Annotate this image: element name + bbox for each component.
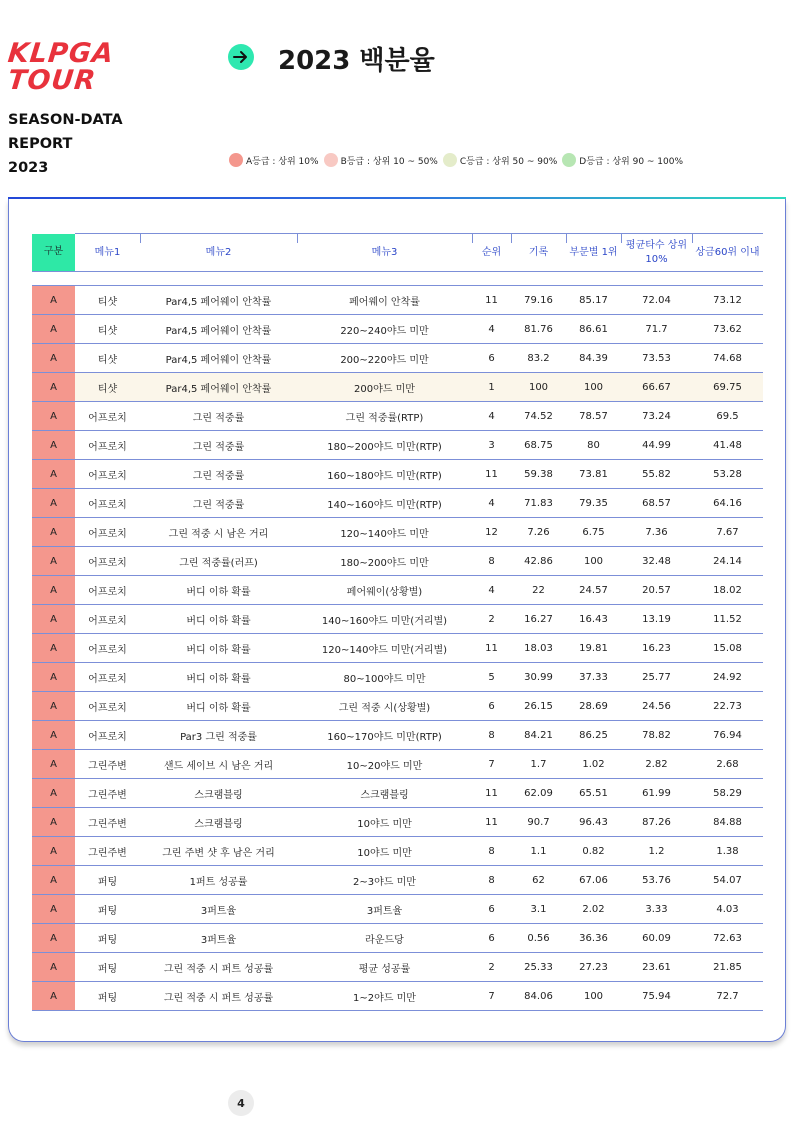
table-cell: 버디 이하 확률 [140, 663, 297, 692]
table-cell: 6 [472, 692, 511, 721]
table-cell: 0.82 [566, 837, 621, 866]
table-cell: 1.2 [621, 837, 692, 866]
table-cell: 10~20야드 미만 [297, 750, 472, 779]
column-header: 메뉴2 [140, 234, 297, 272]
table-cell: 그린 적중 시 남은 거리 [140, 518, 297, 547]
table-row [32, 518, 763, 547]
table-cell: 18.03 [511, 634, 566, 663]
grade-cell: A [32, 547, 75, 576]
table-cell: 어프로치 [75, 489, 140, 518]
table-cell: 4 [472, 402, 511, 431]
table-cell: 85.17 [566, 286, 621, 315]
table-cell: 1.1 [511, 837, 566, 866]
table-row [32, 895, 763, 924]
grade-legend [229, 153, 688, 167]
table-cell: 90.7 [511, 808, 566, 837]
table-cell: 버디 이하 확률 [140, 692, 297, 721]
table-cell: 6 [472, 924, 511, 953]
table-cell: 87.26 [621, 808, 692, 837]
table-cell: 2.68 [692, 750, 763, 779]
column-header: 평균타수 상위10% [621, 234, 692, 272]
grade-cell: A [32, 924, 75, 953]
table-cell: 어프로치 [75, 460, 140, 489]
header-spacer [32, 272, 763, 286]
table-cell: 12 [472, 518, 511, 547]
table-cell: 어프로치 [75, 605, 140, 634]
table-cell: Par3 그린 적중률 [140, 721, 297, 750]
grade-cell: A [32, 953, 75, 982]
table-cell: 69.75 [692, 373, 763, 402]
table-cell: 73.12 [692, 286, 763, 315]
table-cell: 100 [566, 547, 621, 576]
table-cell: 버디 이하 확률 [140, 634, 297, 663]
table-cell: 2.02 [566, 895, 621, 924]
table-cell: 73.81 [566, 460, 621, 489]
table-cell: 그린 적중 시 퍼트 성공률 [140, 982, 297, 1011]
table-row [32, 750, 763, 779]
table-cell: 84.39 [566, 344, 621, 373]
table-cell: 16.27 [511, 605, 566, 634]
table-row [32, 634, 763, 663]
table-cell: 그린 적중률(RTP) [297, 402, 472, 431]
table-cell: 5 [472, 663, 511, 692]
table-cell: 180~200야드 미만 [297, 547, 472, 576]
table-row [32, 605, 763, 634]
table-cell: 그린 적중 시(상황별) [297, 692, 472, 721]
table-cell: 84.06 [511, 982, 566, 1011]
column-header: 부문별 1위 [566, 234, 621, 272]
grade-cell: A [32, 663, 75, 692]
table-cell: 140~160야드 미만(거리별) [297, 605, 472, 634]
table-cell: 73.53 [621, 344, 692, 373]
table-cell: 어프로치 [75, 721, 140, 750]
logo-line-1: KLPGA [6, 38, 116, 69]
table-cell: 8 [472, 866, 511, 895]
table-cell: 200야드 미만 [297, 373, 472, 402]
table-cell: 어프로치 [75, 692, 140, 721]
grade-cell: A [32, 779, 75, 808]
table-cell: 6.75 [566, 518, 621, 547]
table-cell: 23.61 [621, 953, 692, 982]
table-cell: 7.36 [621, 518, 692, 547]
table-cell: 그린 적중률(러프) [140, 547, 297, 576]
klpga-tour-logo [6, 38, 116, 96]
table-cell: 0.56 [511, 924, 566, 953]
table-cell: 그린주변 [75, 808, 140, 837]
table-cell: 71.83 [511, 489, 566, 518]
header-separator [566, 233, 567, 243]
table-cell: 140~160야드 미만(RTP) [297, 489, 472, 518]
table-cell: 퍼팅 [75, 982, 140, 1011]
table-cell: 7 [472, 750, 511, 779]
table-cell: 16.23 [621, 634, 692, 663]
table-cell: 6 [472, 895, 511, 924]
table-cell: 1퍼트 성공률 [140, 866, 297, 895]
table-cell: 6 [472, 344, 511, 373]
table-cell: 15.08 [692, 634, 763, 663]
table-row [32, 692, 763, 721]
table-cell: 71.7 [621, 315, 692, 344]
table-cell: 1.7 [511, 750, 566, 779]
table-cell: 75.94 [621, 982, 692, 1011]
column-header: 구분 [32, 234, 75, 272]
table-cell: 1.02 [566, 750, 621, 779]
table-cell: 11 [472, 779, 511, 808]
grade-cell: A [32, 605, 75, 634]
table-cell: 64.16 [692, 489, 763, 518]
grade-cell: A [32, 518, 75, 547]
column-header: 메뉴1 [75, 234, 140, 272]
table-cell: 18.02 [692, 576, 763, 605]
table-cell: 120~140야드 미만 [297, 518, 472, 547]
legend-label: B등급 : 상위 10 ~ 50% [340, 156, 438, 167]
table-cell: 페어웨이 안착률 [297, 286, 472, 315]
header-separator [692, 233, 693, 243]
table-row [32, 924, 763, 953]
table-cell: 42.86 [511, 547, 566, 576]
legend-label: A등급 : 상위 10% [246, 156, 319, 167]
table-cell: 퍼팅 [75, 924, 140, 953]
grade-cell: A [32, 895, 75, 924]
table-cell: 72.04 [621, 286, 692, 315]
table-cell: 10야드 미만 [297, 837, 472, 866]
table-cell: 1 [472, 373, 511, 402]
header-separator [297, 233, 298, 243]
table-cell: 68.57 [621, 489, 692, 518]
table-cell: 32.48 [621, 547, 692, 576]
legend-dot-icon [562, 153, 576, 167]
table-cell: 100 [566, 373, 621, 402]
table-cell: 53.76 [621, 866, 692, 895]
table-cell: 22.73 [692, 692, 763, 721]
table-cell: 84.88 [692, 808, 763, 837]
grade-cell: A [32, 808, 75, 837]
table-cell: 30.99 [511, 663, 566, 692]
table-row [32, 663, 763, 692]
table-cell: 66.67 [621, 373, 692, 402]
table-cell: 220~240야드 미만 [297, 315, 472, 344]
table-cell: 61.99 [621, 779, 692, 808]
table-cell: 라운드당 [297, 924, 472, 953]
table-cell: 73.62 [692, 315, 763, 344]
table-cell: 24.14 [692, 547, 763, 576]
table-cell: 3퍼트율 [297, 895, 472, 924]
grade-cell: A [32, 750, 75, 779]
table-cell: 티샷 [75, 315, 140, 344]
table-cell: 어프로치 [75, 431, 140, 460]
legend-item [443, 153, 557, 167]
table-cell: 83.2 [511, 344, 566, 373]
header-separator [511, 233, 512, 243]
table-row [32, 721, 763, 750]
report-label-line-1: SEASON-DATA [8, 112, 123, 128]
table-cell: 55.82 [621, 460, 692, 489]
table-cell: 76.94 [692, 721, 763, 750]
table-cell: Par4,5 페어웨이 안착률 [140, 344, 297, 373]
table-cell: 샌드 세이브 시 남은 거리 [140, 750, 297, 779]
grade-cell: A [32, 402, 75, 431]
table-cell: 그린 적중 시 퍼트 성공률 [140, 953, 297, 982]
table-cell: 어프로치 [75, 402, 140, 431]
table-cell: 7.26 [511, 518, 566, 547]
table-cell: 24.57 [566, 576, 621, 605]
table-cell: 4.03 [692, 895, 763, 924]
grade-cell: A [32, 721, 75, 750]
table-cell: 그린 적중률 [140, 489, 297, 518]
table-cell: 11 [472, 460, 511, 489]
table-cell: 그린 주변 샷 후 남은 거리 [140, 837, 297, 866]
grade-cell: A [32, 431, 75, 460]
table-cell: 퍼팅 [75, 895, 140, 924]
table-cell: 1.38 [692, 837, 763, 866]
table-cell: 200~220야드 미만 [297, 344, 472, 373]
table-cell: 100 [566, 982, 621, 1011]
table-cell: 티샷 [75, 344, 140, 373]
table-cell: 티샷 [75, 286, 140, 315]
table-cell: 81.76 [511, 315, 566, 344]
table-cell: 20.57 [621, 576, 692, 605]
table-cell: 58.29 [692, 779, 763, 808]
table-cell: 24.92 [692, 663, 763, 692]
table-row [32, 982, 763, 1011]
table-cell: 4 [472, 576, 511, 605]
column-header: 상금60위 이내 [692, 234, 763, 272]
table-cell: 티샷 [75, 373, 140, 402]
table-header-row [32, 234, 763, 272]
table-cell: 16.43 [566, 605, 621, 634]
grade-cell: A [32, 373, 75, 402]
table-cell: 4 [472, 315, 511, 344]
table-cell: 86.25 [566, 721, 621, 750]
table-cell: 53.28 [692, 460, 763, 489]
table-cell: 1~2야드 미만 [297, 982, 472, 1011]
report-label-line-2: REPORT [8, 136, 73, 152]
table-row [32, 431, 763, 460]
table-cell: 60.09 [621, 924, 692, 953]
table-cell: 어프로치 [75, 576, 140, 605]
table-cell: 그린주변 [75, 750, 140, 779]
table-cell: 19.81 [566, 634, 621, 663]
table-cell: Par4,5 페어웨이 안착률 [140, 315, 297, 344]
table-cell: 54.07 [692, 866, 763, 895]
table-cell: 26.15 [511, 692, 566, 721]
table-cell: 72.7 [692, 982, 763, 1011]
table-cell: 37.33 [566, 663, 621, 692]
table-cell: 그린 적중률 [140, 402, 297, 431]
table-cell: 24.56 [621, 692, 692, 721]
table-row [32, 489, 763, 518]
table-cell: 78.82 [621, 721, 692, 750]
table-cell: 27.23 [566, 953, 621, 982]
table-cell: 퍼팅 [75, 866, 140, 895]
grade-cell: A [32, 837, 75, 866]
table-row [32, 547, 763, 576]
table-cell: 73.24 [621, 402, 692, 431]
table-cell: 4 [472, 489, 511, 518]
table-cell: 7.67 [692, 518, 763, 547]
table-cell: 평균 성공률 [297, 953, 472, 982]
table-cell: Par4,5 페어웨이 안착률 [140, 286, 297, 315]
report-label-line-3: 2023 [8, 160, 49, 176]
grade-cell: A [32, 489, 75, 518]
header-separator [621, 233, 622, 243]
table-row [32, 837, 763, 866]
legend-dot-icon [324, 153, 338, 167]
table-cell: 그린 적중률 [140, 431, 297, 460]
report-label [8, 108, 123, 180]
table-cell: 44.99 [621, 431, 692, 460]
table-cell: 3퍼트율 [140, 924, 297, 953]
table-cell: 11 [472, 634, 511, 663]
table-cell: 59.38 [511, 460, 566, 489]
table-cell: 스크램블링 [297, 779, 472, 808]
table-cell: Par4,5 페어웨이 안착률 [140, 373, 297, 402]
table-row [32, 344, 763, 373]
legend-item [229, 153, 319, 167]
legend-item [324, 153, 438, 167]
table-cell: 160~180야드 미만(RTP) [297, 460, 472, 489]
table-cell: 80~100야드 미만 [297, 663, 472, 692]
table-row [32, 402, 763, 431]
table-cell: 버디 이하 확률 [140, 605, 297, 634]
grade-cell: A [32, 315, 75, 344]
table-cell: 2~3야드 미만 [297, 866, 472, 895]
table-row [32, 315, 763, 344]
table-row [32, 808, 763, 837]
table-cell: 74.68 [692, 344, 763, 373]
table-row [32, 576, 763, 605]
table-cell: 74.52 [511, 402, 566, 431]
table-cell: 79.35 [566, 489, 621, 518]
arrow-right-icon [228, 44, 254, 70]
table-cell: 어프로치 [75, 518, 140, 547]
table-cell: 160~170야드 미만(RTP) [297, 721, 472, 750]
table-cell: 그린주변 [75, 837, 140, 866]
stats-table [32, 233, 763, 1011]
legend-label: C등급 : 상위 50 ~ 90% [459, 156, 558, 167]
table-cell: 3퍼트율 [140, 895, 297, 924]
table-cell: 그린주변 [75, 779, 140, 808]
column-header: 메뉴3 [297, 234, 472, 272]
table-cell: 그린 적중률 [140, 460, 297, 489]
table-cell: 7 [472, 982, 511, 1011]
header-separator [472, 233, 473, 243]
grade-cell: A [32, 576, 75, 605]
table-cell: 11.52 [692, 605, 763, 634]
table-cell: 어프로치 [75, 663, 140, 692]
table-cell: 13.19 [621, 605, 692, 634]
table-row [32, 460, 763, 489]
table-cell: 80 [566, 431, 621, 460]
table-cell: 36.36 [566, 924, 621, 953]
legend-dot-icon [443, 153, 457, 167]
table-cell: 68.75 [511, 431, 566, 460]
table-cell: 어프로치 [75, 547, 140, 576]
table-cell: 96.43 [566, 808, 621, 837]
table-cell: 스크램블링 [140, 779, 297, 808]
table-cell: 120~140야드 미만(거리별) [297, 634, 472, 663]
legend-dot-icon [229, 153, 243, 167]
header-separator [140, 233, 141, 243]
table-cell: 2.82 [621, 750, 692, 779]
table-cell: 스크램블링 [140, 808, 297, 837]
grade-cell: A [32, 460, 75, 489]
table-cell: 69.5 [692, 402, 763, 431]
legend-label: D등급 : 상위 90 ~ 100% [579, 156, 684, 167]
column-header: 기록 [511, 234, 566, 272]
grade-cell: A [32, 866, 75, 895]
table-cell: 180~200야드 미만(RTP) [297, 431, 472, 460]
page-title: 2023 백분율 [278, 46, 435, 76]
table-cell: 62.09 [511, 779, 566, 808]
legend-item [562, 153, 683, 167]
table-cell: 84.21 [511, 721, 566, 750]
table-cell: 3.33 [621, 895, 692, 924]
table-cell: 페어웨이(상황별) [297, 576, 472, 605]
table-cell: 22 [511, 576, 566, 605]
column-header: 순위 [472, 234, 511, 272]
table-cell: 78.57 [566, 402, 621, 431]
table-cell: 67.06 [566, 866, 621, 895]
table-row [32, 373, 763, 402]
table-cell: 25.33 [511, 953, 566, 982]
table-cell: 79.16 [511, 286, 566, 315]
table-cell: 8 [472, 837, 511, 866]
table-cell: 21.85 [692, 953, 763, 982]
table-cell: 3.1 [511, 895, 566, 924]
table-cell: 65.51 [566, 779, 621, 808]
table-cell: 100 [511, 373, 566, 402]
table-cell: 62 [511, 866, 566, 895]
grade-cell: A [32, 634, 75, 663]
table-cell: 72.63 [692, 924, 763, 953]
table-cell: 2 [472, 953, 511, 982]
table-cell: 3 [472, 431, 511, 460]
table-row [32, 866, 763, 895]
grade-cell: A [32, 692, 75, 721]
page-number: 4 [228, 1090, 254, 1116]
table-cell: 86.61 [566, 315, 621, 344]
table-row [32, 779, 763, 808]
table-cell: 11 [472, 808, 511, 837]
table-cell: 8 [472, 547, 511, 576]
table-cell: 퍼팅 [75, 953, 140, 982]
table-cell: 어프로치 [75, 634, 140, 663]
table-cell: 41.48 [692, 431, 763, 460]
table-cell: 8 [472, 721, 511, 750]
table-row [32, 286, 763, 315]
grade-cell: A [32, 286, 75, 315]
table-cell: 11 [472, 286, 511, 315]
table-cell: 25.77 [621, 663, 692, 692]
grade-cell: A [32, 344, 75, 373]
table-cell: 버디 이하 확률 [140, 576, 297, 605]
table-cell: 28.69 [566, 692, 621, 721]
table-cell: 10야드 미만 [297, 808, 472, 837]
grade-cell: A [32, 982, 75, 1011]
table-cell: 2 [472, 605, 511, 634]
logo-line-2: TOUR [6, 65, 98, 96]
table-row [32, 953, 763, 982]
